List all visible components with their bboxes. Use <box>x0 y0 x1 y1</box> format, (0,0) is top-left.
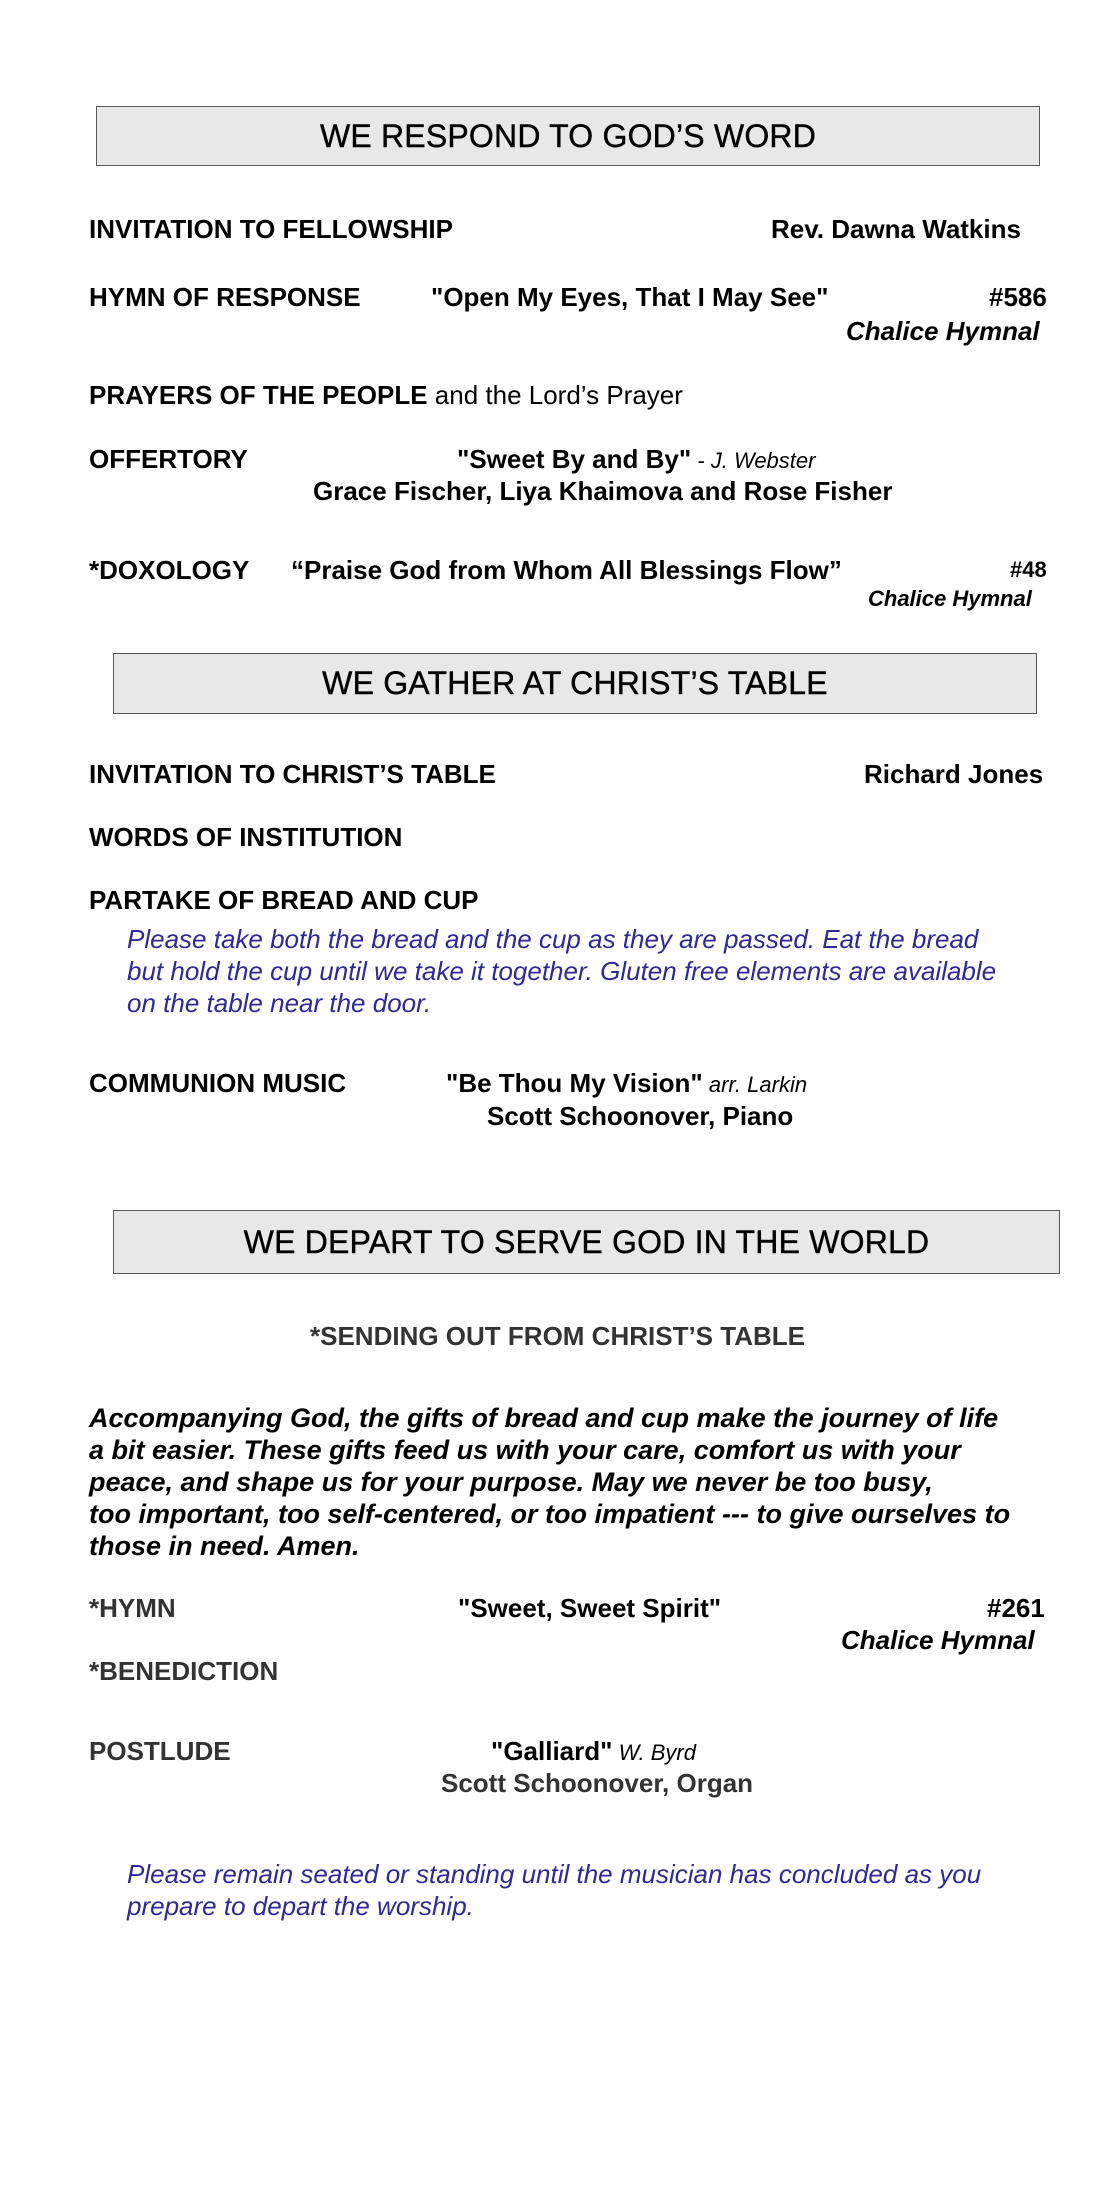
prayer-line: too important, too self-centered, or too impatient --- to give ourselves to <box>89 1499 1011 1529</box>
postlude-title: "Galliard" <box>491 1736 613 1766</box>
closing-hymn-number: #261 <box>987 1593 1045 1623</box>
closing-hymn-source: Chalice Hymnal <box>841 1625 1035 1655</box>
postlude-label: POSTLUDE <box>89 1736 231 1766</box>
closing-note-line: prepare to depart the worship. <box>127 1891 474 1921</box>
section-heading-respond <box>96 106 1040 166</box>
offertory-performers: Grace Fischer, Liya Khaimova and Rose Fisher <box>313 476 893 506</box>
closing-note <box>127 1858 981 1922</box>
closing-hymn-title: "Sweet, Sweet Spirit" <box>458 1593 722 1623</box>
sending-prayer <box>89 1402 1010 1562</box>
hymn-of-response-title: "Open My Eyes, That I May See" <box>431 282 829 312</box>
benediction-label: *BENEDICTION <box>89 1656 279 1686</box>
table-invitation-leader: Richard Jones <box>864 759 1044 789</box>
fellowship-leader: Rev. Dawna Watkins <box>771 214 1021 244</box>
words-of-institution-label: WORDS OF INSTITUTION <box>89 822 403 852</box>
sending-out-label: *SENDING OUT FROM CHRIST’S TABLE <box>310 1321 805 1351</box>
closing-note-line: Please remain seated or standing until the musician has concluded as you <box>127 1859 982 1889</box>
communion-music-label: COMMUNION MUSIC <box>89 1068 347 1098</box>
partake-label: PARTAKE OF BREAD AND CUP <box>89 885 479 915</box>
hymn-of-response-number: #586 <box>989 282 1047 312</box>
communion-performer: Scott Schoonover, Piano <box>487 1101 794 1131</box>
doxology-label: *DOXOLOGY <box>89 555 250 585</box>
offertory-piece <box>457 444 815 475</box>
postlude-piece <box>491 1736 696 1767</box>
closing-hymn-label: *HYMN <box>89 1593 176 1623</box>
prayers-label: PRAYERS OF THE PEOPLE <box>89 380 428 410</box>
partake-note-line: Please take both the bread and the cup as they are passed. Eat the bread <box>127 924 979 954</box>
fellowship-label: INVITATION TO FELLOWSHIP <box>89 214 453 244</box>
doxology-title: “Praise God from Whom All Blessings Flow” <box>291 555 842 585</box>
section-heading-gather <box>113 653 1037 714</box>
postlude-composer: W. Byrd <box>612 1740 696 1765</box>
section-heading-text: WE GATHER AT CHRIST’S TABLE <box>322 665 828 701</box>
offertory-title: "Sweet By and By" <box>457 444 692 474</box>
doxology-source: Chalice Hymnal <box>868 586 1032 611</box>
prayers-suffix: and the Lord’s Prayer <box>427 380 683 410</box>
section-heading-depart <box>113 1210 1060 1274</box>
section-heading-text: WE RESPOND TO GOD’S WORD <box>319 117 817 154</box>
partake-instructions <box>127 923 996 1019</box>
section-heading-text: WE DEPART TO SERVE GOD IN THE WORLD <box>243 1223 930 1260</box>
offertory-composer: - J. Webster <box>691 448 816 473</box>
prayers-of-the-people <box>89 380 683 411</box>
hymn-of-response-label: HYMN OF RESPONSE <box>89 282 361 312</box>
prayer-line: those in need. Amen. <box>89 1531 360 1561</box>
prayer-line: peace, and shape us for your purpose. May we never be too busy, <box>89 1467 933 1497</box>
prayer-line: Accompanying God, the gifts of bread and cup make the journey of life <box>89 1403 999 1433</box>
partake-note-line: but hold the cup until we take it together. Gluten free elements are available <box>127 956 997 986</box>
partake-note-line: on the table near the door. <box>127 988 432 1018</box>
doxology-number: #48 <box>1010 557 1047 582</box>
hymn-of-response-source: Chalice Hymnal <box>846 316 1040 346</box>
postlude-performer: Scott Schoonover, Organ <box>441 1768 754 1798</box>
communion-title: "Be Thou My Vision" <box>446 1068 703 1098</box>
table-invitation-label: INVITATION TO CHRIST’S TABLE <box>89 759 496 789</box>
communion-arranger: arr. Larkin <box>702 1072 808 1097</box>
prayer-line: a bit easier. These gifts feed us with your care, comfort us with your <box>89 1435 961 1465</box>
offertory-label: OFFERTORY <box>89 444 248 474</box>
communion-piece <box>446 1068 807 1099</box>
